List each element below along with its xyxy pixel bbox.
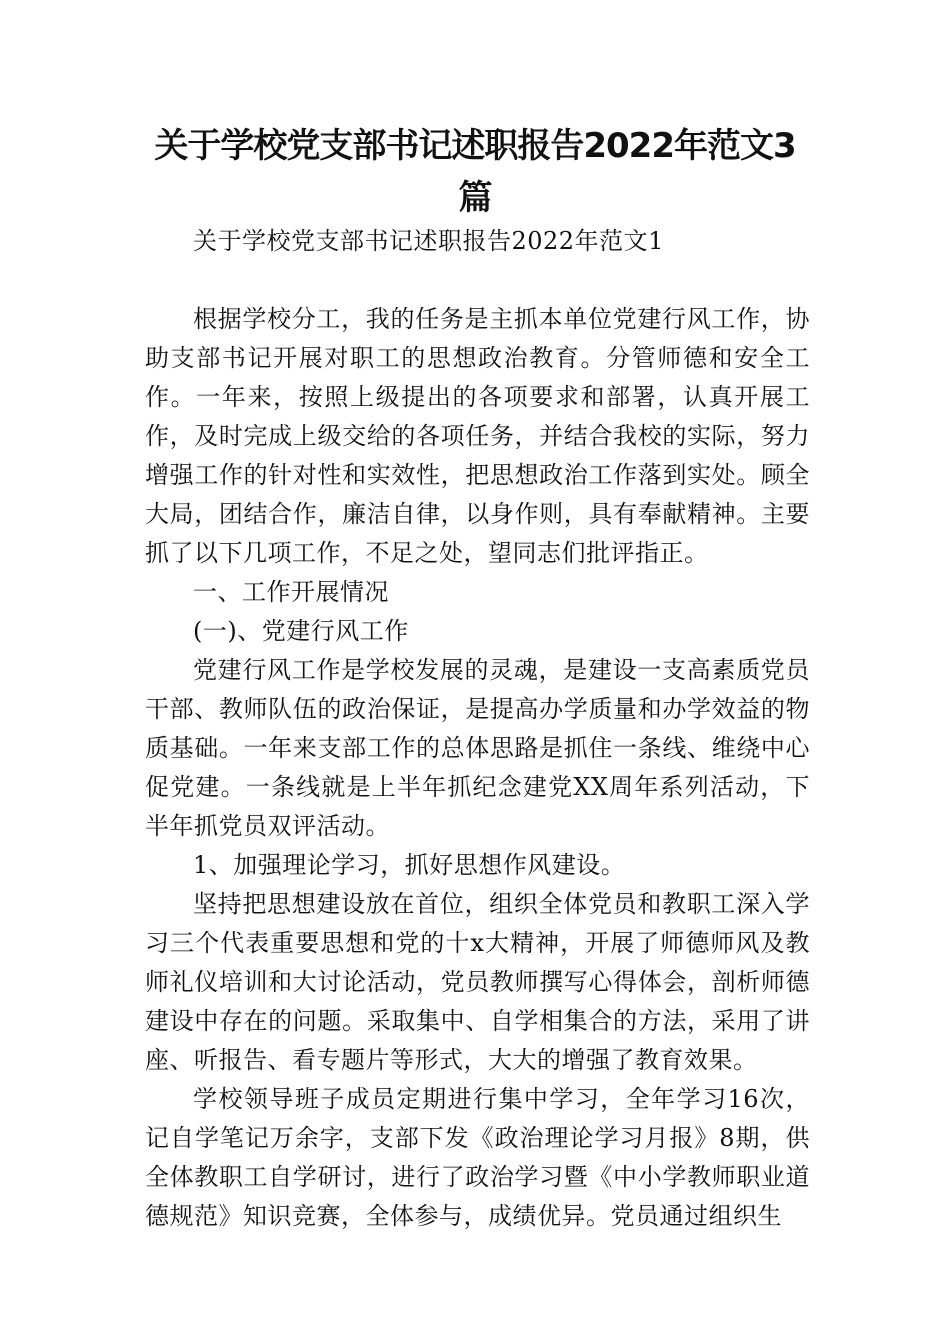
paragraph: 学校领导班子成员定期进行集中学习，全年学习16次，记自学笔记万余字，支部下发《政治理论学习月报》8期，供全体教职工自学研讨，进行了政治学习暨《中小学教师职业道德规范》知识竞赛，全体参与，成绩优异。党员通过组织生 bbox=[145, 1085, 810, 1230]
section-heading: 一、工作开展情况 bbox=[193, 578, 389, 606]
paragraph: 根据学校分工，我的任务是主抓本单位党建行风工作，协助支部书记开展对职工的思想政治教育。分管师德和安全工作。一年来，按照上级提出的各项要求和部署，认真开展工作，及时完成上级交给的各项任务，并结合我校的实际，努力增强工作的针对性和实效性，把思想政治工作落到实处。顾全大局，团结合作，廉洁自律，以身作则，具有奉献精神。主要抓了以下几项工作，不足之处，望同志们批评指正。 bbox=[145, 305, 810, 567]
paragraph: 党建行风工作是学校发展的灵魂，是建设一支高素质党员干部、教师队伍的政治保证，是提高办学质量和办学效益的物质基础。一年来支部工作的总体思路是抓住一条线、维绕中心促党建。一条线就是上半年抓纪念建党XX周年系列活动，下半年抓党员双评活动。 bbox=[145, 656, 810, 840]
document-body bbox=[145, 222, 810, 1236]
document-subtitle: 关于学校党支部书记述职报告2022年范文1 bbox=[193, 227, 664, 255]
document-title: 关于学校党支部书记述职报告2022年范文3篇 bbox=[154, 126, 796, 218]
item-heading: 1、加强理论学习，抓好思想作风建设。 bbox=[193, 851, 626, 879]
paragraph: 坚持把思想建设放在首位，组织全体党员和教职工深入学习三个代表重要思想和党的十x大精神，开展了师德师风及教师礼仪培训和大讨论活动，党员教师撰写心得体会，剖析师德建设中存在的问题。采取集中、自学相集合的方法，采用了讲座、听报告、看专题片等形式，大大的增强了教育效果。 bbox=[145, 890, 810, 1074]
subsection-heading: (一)、党建行风工作 bbox=[193, 617, 409, 645]
